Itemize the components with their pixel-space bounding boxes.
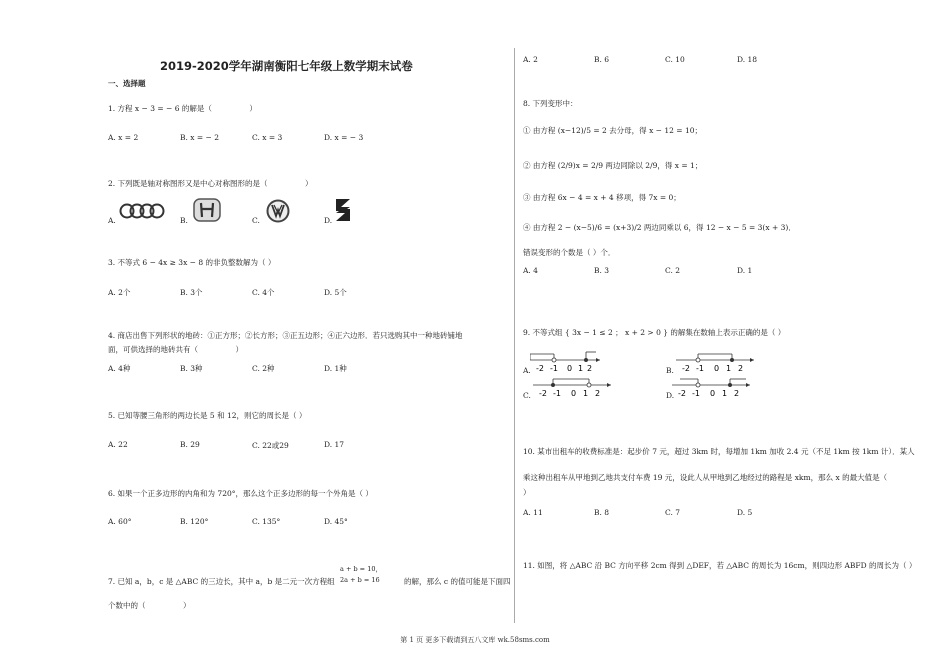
q7-option-d: D. 18 — [737, 55, 758, 64]
q10-option-a: A. 11 — [523, 508, 543, 517]
question-1: 1. 方程 x − 3 = − 6 的解是（ ） — [108, 104, 257, 113]
question-7-line1: 7. 已知 a，b，c 是 △ABC 的三边长，其中 a，b 是二元一次方程组 — [108, 577, 335, 586]
q9-option-a: A. — [523, 366, 531, 375]
volkswagen-logo-icon — [266, 199, 290, 223]
q7-option-b: B. 6 — [594, 55, 610, 64]
q3-option-a: A. 2个 — [108, 288, 131, 297]
question-8-head: 8. 下列变形中： — [523, 99, 578, 108]
column-divider — [514, 48, 515, 623]
q9-number-line-a — [530, 350, 602, 374]
page-footer: 第 1 页 更多下载请到五八文库 wk.58sms.com — [400, 636, 550, 644]
tick-label: 2 — [734, 389, 740, 398]
tick-label: 2 — [738, 364, 744, 373]
q5-option-a: A. 22 — [108, 440, 128, 449]
tick-label: -1 — [550, 364, 558, 373]
q5-option-b: B. 29 — [180, 440, 200, 449]
question-6: 6. 如果一个正多边形的内角和为 720°，那么这个正多边形的每一个外角是（ ） — [108, 489, 373, 498]
q4-option-a: A. 4种 — [108, 364, 131, 373]
tick-label: 0 — [567, 364, 573, 373]
q3-option-c: C. 4个 — [252, 288, 275, 297]
q9-option-c: C. — [523, 391, 531, 400]
q5-option-d: D. 17 — [324, 440, 345, 449]
q4-option-c: C. 2种 — [252, 364, 275, 373]
q4-option-b: B. 3种 — [180, 364, 203, 373]
q8-item-1: ① 由方程 (x−12)/5 = 2 去分母，得 x − 12 = 10； — [523, 126, 702, 135]
q7-system-eq1: a + b = 10， — [340, 565, 382, 573]
q10-option-b: B. 8 — [594, 508, 610, 517]
audi-logo-icon — [118, 202, 166, 220]
tick-label: -2 — [539, 389, 547, 398]
tick-label: 2 — [587, 364, 593, 373]
question-7-line2: 的解，那么 c 的值可能是下面四 — [404, 577, 511, 586]
question-11: 11. 如图，将 △ABC 沿 BC 方向平移 2cm 得到 △DEF，若 △ABC 的周长为 16cm，则四边形 ABFD 的周长为（ ） — [523, 561, 917, 570]
q4-option-d: D. 1种 — [324, 364, 347, 373]
tick-label: -2 — [678, 389, 686, 398]
q8-option-c: C. 2 — [665, 266, 681, 275]
question-2: 2. 下列既是轴对称图形又是中心对称图形的是（ ） — [108, 179, 313, 188]
q9-option-b: B. — [666, 366, 674, 375]
tick-label: 0 — [710, 389, 716, 398]
q6-option-a: A. 60° — [108, 517, 132, 526]
q9-number-line-d — [672, 375, 752, 399]
q8-option-d: D. 1 — [737, 266, 753, 275]
q10-option-c: C. 7 — [665, 508, 681, 517]
q1-option-a: A. x = 2 — [108, 133, 139, 142]
q5-option-c: C. 22或29 — [252, 441, 289, 450]
tick-label: 0 — [714, 364, 720, 373]
q1-option-b: B. x = − 2 — [180, 133, 220, 142]
q6-option-b: B. 120° — [180, 517, 209, 526]
q8-tail: 错误变形的个数是（ ）个． — [523, 248, 616, 257]
q1-option-c: C. x = 3 — [252, 133, 283, 142]
q7-option-c: C. 10 — [665, 55, 685, 64]
q8-item-2: ② 由方程 (2/9)x = 2/9 两边同除以 2/9，得 x = 1； — [523, 161, 703, 170]
q8-option-a: A. 4 — [523, 266, 538, 275]
tick-label: -1 — [692, 389, 700, 398]
tick-label: 1 — [583, 389, 589, 398]
q1-option-d: D. x = − 3 — [324, 133, 364, 142]
honda-logo-icon — [193, 198, 221, 222]
section-heading: 一、选择题 — [108, 79, 146, 88]
tick-label: -2 — [682, 364, 690, 373]
question-4-line1: 4. 商店出售下列形状的地砖：①正方形；②长方形；③正五边形；④正六边形．若只选购其中一种地砖铺地 — [108, 331, 463, 340]
question-9: 9. 不等式组 { 3x − 1 ≤ 2 ； x + 2 > 0 } 的解集在数轴上表示正确的是（ ） — [523, 328, 786, 337]
question-7-line3: 个数中的（ ） — [108, 601, 191, 610]
q8-item-4: ④ 由方程 2 − (x−5)/6 = (x+3)/2 两边同乘以 6，得 12 − x − 5 = 3(x + 3)． — [523, 223, 796, 232]
q7-option-a: A. 2 — [523, 55, 538, 64]
tick-label: -1 — [696, 364, 704, 373]
suzuki-logo-icon — [334, 197, 352, 223]
q8-option-b: B. 3 — [594, 266, 610, 275]
q9-number-line-c — [533, 375, 613, 399]
q2-option-d: D. — [324, 216, 333, 225]
tick-label: 1 — [722, 389, 728, 398]
question-4-line2: 面，可供选择的地砖共有（ ） — [108, 345, 243, 354]
q6-option-d: D. 45° — [324, 517, 348, 526]
question-3: 3. 不等式 6 − 4x ≥ 3x − 8 的非负整数解为（ ） — [108, 258, 276, 267]
q6-option-c: C. 135° — [252, 517, 281, 526]
tick-label: 2 — [595, 389, 601, 398]
q9-number-line-b — [676, 350, 756, 374]
q2-option-a: A. — [108, 216, 116, 225]
question-10-line2: 乘这种出租车从甲地到乙地共支付车费 19 元，设此人从甲地到乙地经过的路程是 xkm，那么 x 的最大值是（ — [523, 473, 888, 482]
q10-option-d: D. 5 — [737, 508, 753, 517]
q9-option-d: D. — [666, 391, 675, 400]
q8-item-3: ③ 由方程 6x − 4 = x + 4 移项，得 7x = 0； — [523, 193, 681, 202]
tick-label: 0 — [571, 389, 577, 398]
question-10-line3: ） — [523, 488, 531, 497]
tick-label: 1 — [578, 364, 584, 373]
tick-label: 1 — [726, 364, 732, 373]
q2-option-b: B. — [180, 216, 188, 225]
q3-option-d: D. 5个 — [324, 288, 347, 297]
q2-option-c: C. — [252, 216, 260, 225]
question-5: 5. 已知等腰三角形的两边长是 5 和 12，则它的周长是（ ） — [108, 411, 307, 420]
q3-option-b: B. 3个 — [180, 288, 203, 297]
tick-label: -1 — [553, 389, 561, 398]
exam-title: 2019-2020学年湖南衡阳七年级上数学期末试卷 — [160, 59, 413, 73]
q7-system-eq2: 2a + b = 16 — [340, 576, 380, 584]
tick-label: -2 — [536, 364, 544, 373]
question-10-line1: 10. 某市出租车的收费标准是：起步价 7 元，超过 3km 时，每增加 1km 加收 2.4 元（不足 1km 按 1km 计）．某人 — [523, 447, 915, 456]
